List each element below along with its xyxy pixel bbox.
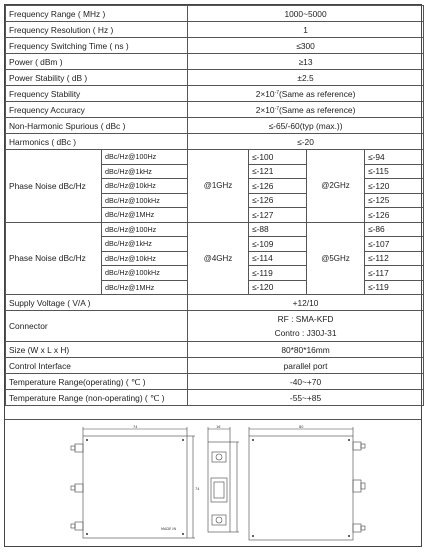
spec-label: Size (W x L x H) bbox=[6, 342, 188, 358]
spec-label: Power Stability ( dB ) bbox=[6, 70, 188, 86]
sma-connector-icon bbox=[353, 442, 361, 450]
noise-value: ≤-94 bbox=[365, 150, 424, 165]
noise-value: ≤-121 bbox=[249, 164, 307, 179]
spec-value: +12/10 bbox=[188, 295, 424, 311]
noise-value: ≤-88 bbox=[249, 222, 307, 237]
offset-label: dBc/Hz@100kHz bbox=[102, 193, 188, 208]
dim-side-width: 16 bbox=[216, 425, 221, 429]
noise-value: ≤-112 bbox=[365, 251, 424, 266]
row-switching-time bbox=[6, 38, 424, 54]
spec-value: ≤-65/-60(typ (max.)) bbox=[188, 118, 424, 134]
side-view-body bbox=[208, 442, 230, 532]
noise-value: ≤-126 bbox=[249, 179, 307, 194]
offset-label: dBc/Hz@1MHz bbox=[102, 280, 188, 295]
spec-label: Power ( dBm ) bbox=[6, 54, 188, 70]
offset-label: dBc/Hz@10kHz bbox=[102, 179, 188, 194]
spec-label: Frequency Range ( MHz ) bbox=[6, 6, 188, 22]
spec-value: ≤300 bbox=[188, 38, 424, 54]
row-power-stability bbox=[6, 70, 424, 86]
sma-connector-icon bbox=[353, 524, 361, 532]
phase-noise-row bbox=[6, 222, 424, 237]
carrier-frequency: @1GHz bbox=[188, 150, 249, 223]
row-frequency-range bbox=[6, 6, 424, 22]
noise-value: ≤-126 bbox=[365, 208, 424, 223]
offset-label: dBc/Hz@1kHz bbox=[102, 237, 188, 252]
sma-connector-icon bbox=[75, 444, 83, 452]
row-harmonics bbox=[6, 134, 424, 150]
spec-value: -40~+70 bbox=[188, 374, 424, 390]
spec-sheet bbox=[4, 4, 422, 547]
spec-label: Temperature Range(operating) ( ℃ ) bbox=[6, 374, 188, 390]
value-exponent: -7 bbox=[274, 105, 280, 112]
dim-right-width: 80 bbox=[299, 425, 304, 429]
noise-value: ≤-119 bbox=[365, 280, 424, 295]
spec-value: 1000~5000 bbox=[188, 6, 424, 22]
spec-value: -55~+85 bbox=[188, 390, 424, 406]
phase-noise-label: Phase Noise dBc/Hz bbox=[6, 222, 102, 295]
noise-value: ≤-114 bbox=[249, 251, 307, 266]
front-view-body bbox=[83, 436, 187, 538]
offset-label: dBc/Hz@10kHz bbox=[102, 251, 188, 266]
sma-connector-icon bbox=[75, 522, 83, 530]
row-frequency-resolution bbox=[6, 22, 424, 38]
offset-label: dBc/Hz@100Hz bbox=[102, 222, 188, 237]
noise-value: ≤-100 bbox=[249, 150, 307, 165]
spec-label: Connector bbox=[6, 311, 188, 342]
spec-value bbox=[188, 102, 424, 118]
row-supply-voltage bbox=[6, 295, 424, 311]
spec-value bbox=[188, 86, 424, 102]
phase-noise-label: Phase Noise dBc/Hz bbox=[6, 150, 102, 223]
spec-label: Temperature Range (non-operating) ( ℃ ) bbox=[6, 390, 188, 406]
row-spurious bbox=[6, 118, 424, 134]
noise-value: ≤-86 bbox=[365, 222, 424, 237]
sma-connector-icon bbox=[353, 480, 361, 492]
connector-rf: RF : SMA-KFD bbox=[277, 314, 334, 324]
spec-value bbox=[188, 311, 424, 342]
row-power bbox=[6, 54, 424, 70]
noise-value: ≤-109 bbox=[249, 237, 307, 252]
sma-connector-icon bbox=[212, 452, 226, 462]
row-connector bbox=[6, 311, 424, 342]
spec-value: 1 bbox=[188, 22, 424, 38]
noise-value: ≤-115 bbox=[365, 164, 424, 179]
row-size bbox=[6, 342, 424, 358]
spec-label: Non-Harmonic Spurious ( dBc ) bbox=[6, 118, 188, 134]
value-exponent: -7 bbox=[274, 89, 280, 96]
sma-connector-icon bbox=[212, 515, 226, 525]
spec-value: ≤-20 bbox=[188, 134, 424, 150]
row-frequency-accuracy bbox=[6, 102, 424, 118]
value-suffix: (Same as reference) bbox=[279, 88, 356, 99]
made-in-label: MADE IN bbox=[161, 527, 177, 531]
spec-label: Frequency Resolution ( Hz ) bbox=[6, 22, 188, 38]
noise-value: ≤-107 bbox=[365, 237, 424, 252]
noise-value: ≤-117 bbox=[365, 266, 424, 281]
dim-front-height: 74 bbox=[195, 487, 200, 491]
outline-drawing-svg bbox=[5, 420, 421, 547]
sma-connector-icon bbox=[75, 484, 83, 492]
noise-value: ≤-125 bbox=[365, 193, 424, 208]
spec-table bbox=[5, 5, 424, 406]
noise-value: ≤-126 bbox=[249, 193, 307, 208]
spec-label: Supply Voltage ( V/A ) bbox=[6, 295, 188, 311]
offset-label: dBc/Hz@1kHz bbox=[102, 164, 188, 179]
mechanical-drawing bbox=[5, 419, 421, 547]
spec-label: Harmonics ( dBc ) bbox=[6, 134, 188, 150]
spec-value: ≥13 bbox=[188, 54, 424, 70]
value-base: 2×10 bbox=[255, 88, 275, 99]
noise-value: ≤-120 bbox=[249, 280, 307, 295]
carrier-frequency: @2GHz bbox=[307, 150, 365, 223]
row-temp-non-operating bbox=[6, 390, 424, 406]
dim-front-width: 74 bbox=[133, 425, 138, 429]
spec-value: ±2.5 bbox=[188, 70, 424, 86]
noise-value: ≤-127 bbox=[249, 208, 307, 223]
connector-contro: Contro : J30J-31 bbox=[274, 328, 337, 338]
noise-value: ≤-120 bbox=[365, 179, 424, 194]
row-temp-operating bbox=[6, 374, 424, 390]
spec-label: Control Interface bbox=[6, 358, 188, 374]
value-suffix: (Same as reference) bbox=[279, 104, 356, 115]
spec-value: 80*80*16mm bbox=[188, 342, 424, 358]
spec-label: Frequency Stability bbox=[6, 86, 188, 102]
spec-label: Frequency Accuracy bbox=[6, 102, 188, 118]
offset-label: dBc/Hz@1MHz bbox=[102, 208, 188, 223]
spec-label: Frequency Switching Time ( ns ) bbox=[6, 38, 188, 54]
parallel-port-icon bbox=[211, 478, 227, 502]
carrier-frequency: @5GHz bbox=[307, 222, 365, 295]
phase-noise-row bbox=[6, 150, 424, 165]
right-view-body bbox=[249, 436, 353, 540]
offset-label: dBc/Hz@100kHz bbox=[102, 266, 188, 281]
spec-value: parallel port bbox=[188, 358, 424, 374]
row-frequency-stability bbox=[6, 86, 424, 102]
noise-value: ≤-119 bbox=[249, 266, 307, 281]
value-base: 2×10 bbox=[255, 104, 275, 115]
row-control-interface bbox=[6, 358, 424, 374]
offset-label: dBc/Hz@100Hz bbox=[102, 150, 188, 165]
carrier-frequency: @4GHz bbox=[188, 222, 249, 295]
